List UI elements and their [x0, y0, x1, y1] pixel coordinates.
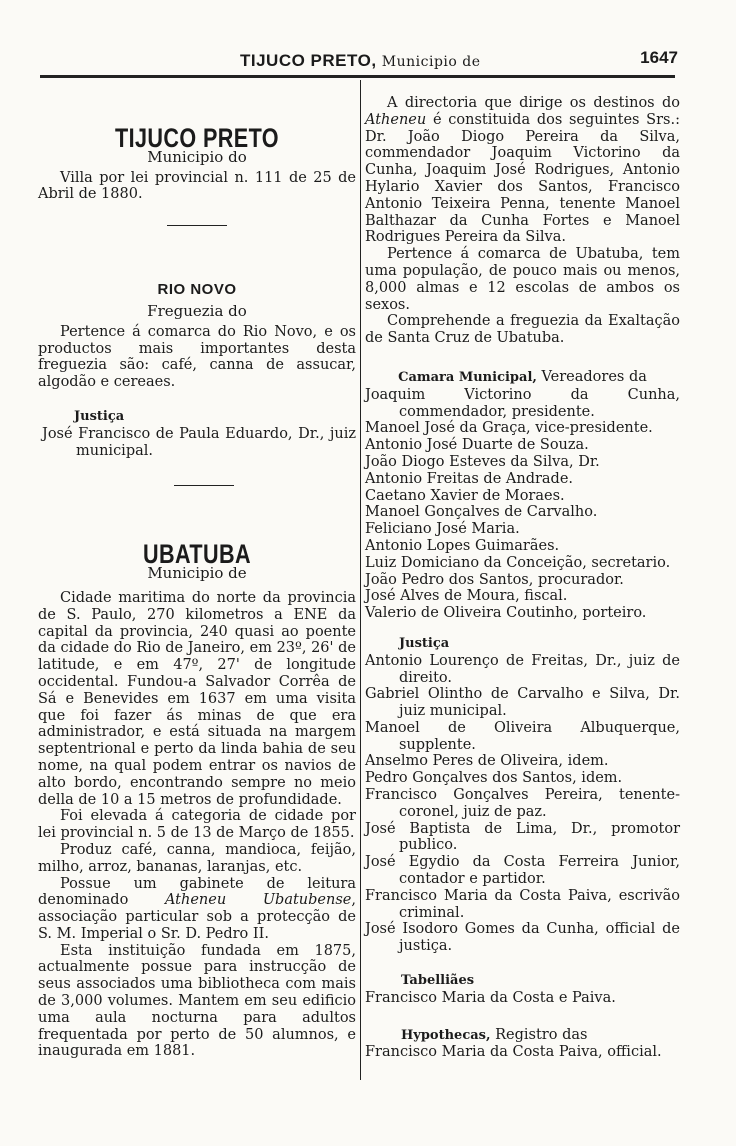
running-title-place: TIJUCO PRETO,: [240, 51, 377, 70]
list-item: Francisco Gonçalves Pereira, tenente-coronel, juiz de paz.: [365, 787, 680, 820]
ubatuba-para-4-italic: Atheneu Ubatubense: [164, 892, 352, 909]
tijuco-text: Villa por lei provincial n. 111 de 25 de Abril de 1880.: [38, 169, 356, 203]
justica-list: [365, 653, 680, 955]
running-title: [240, 51, 481, 71]
tijuco-subtitle: Municipio do: [147, 147, 247, 166]
ubatuba-para-4-pre: Possue um gabinete de leitura denominado: [38, 875, 356, 909]
rio-novo-text: Pertence á comarca do Rio Novo, e os productos mais importantes desta freguezia são: café, canna de assucar, algodão e cereaes.: [38, 323, 356, 391]
list-item: José Egydio da Costa Ferreira Junior, contador e partidor.: [365, 854, 680, 888]
page-number: 1647: [640, 48, 678, 67]
list-item: Manoel José da Graça, vice-presidente.: [365, 420, 653, 437]
header-rule: [40, 75, 675, 78]
list-item: João Pedro dos Santos, procurador.: [365, 571, 624, 588]
list-item: Antonio Lourenço de Freitas, Dr., juiz de direito.: [365, 652, 680, 686]
comarca-para: Pertence á comarca de Ubatuba, tem uma população, de pouco mais ou menos, 8,000 almas e 12 escolas de ambos os sexos.: [365, 246, 680, 313]
directoria-italic: Atheneu: [365, 111, 427, 128]
rio-novo-justica-label: Justiça: [74, 408, 125, 424]
right-column: [365, 95, 680, 1061]
hypothecas-rest: Registro das: [490, 1026, 588, 1043]
rio-novo-subtitle: Freguezia do: [147, 301, 247, 320]
tabelliaes-text: Francisco Maria da Costa e Paiva.: [365, 989, 616, 1006]
ubatuba-para-5: Esta instituição fundada em 1875, actualmente possue para instrucção de seus associados uma bibliotheca com mais de 3,000 volumes. Mantem em seu edificio uma aula nocturna para adultos frequentada por perto de 50 alumnos, e inaugurada em 1881.: [38, 942, 356, 1060]
list-item: Manoel Gonçalves de Carvalho.: [365, 504, 598, 521]
list-item: Joaquim Victorino da Cunha, commendador, presidente.: [365, 386, 680, 420]
running-title-rest: Municipio de: [381, 54, 481, 70]
list-item: Gabriel Olintho de Carvalho e Silva, Dr. juiz municipal.: [365, 686, 680, 720]
list-item: Antonio Lopes Guimarães.: [365, 537, 560, 554]
list-item: José Baptista de Lima, Dr., promotor publico.: [365, 820, 680, 854]
ubatuba-subtitle: Municipio de: [147, 564, 247, 583]
ubatuba-para-4-post: , associação particular sob a protecção de S. M. Imperial o Sr. D. Pedro II.: [38, 892, 356, 942]
rio-novo-title: RIO NOVO: [157, 281, 237, 299]
list-item: Anselmo Peres de Oliveira, idem.: [365, 753, 609, 770]
list-item: Antonio Freitas de Andrade.: [365, 470, 574, 487]
camara-list: [365, 387, 680, 622]
hypothecas-heading: [365, 1027, 680, 1045]
justica-label: Justiça: [399, 635, 450, 651]
list-item: Caetano Xavier de Moraes.: [365, 487, 565, 504]
left-column: [38, 80, 356, 1060]
ubatuba-title: UBATUBA: [143, 539, 251, 570]
list-item: Feliciano José Maria.: [365, 521, 520, 538]
directoria-pre: A directoria que dirige os destinos do: [387, 95, 680, 111]
list-item: Luiz Domiciano da Conceição, secretario.: [365, 554, 671, 571]
list-item: João Diogo Esteves da Silva, Dr.: [365, 453, 600, 470]
list-item: José Alves de Moura, fiscal.: [365, 588, 568, 605]
hypothecas-text: Francisco Maria da Costa Paiva, official.: [365, 1044, 662, 1061]
camara-heading: [365, 369, 680, 387]
freguezia-para: Comprehende a freguezia da Exaltação de Santa Cruz de Ubatuba.: [365, 313, 680, 347]
list-item: Valerio de Oliveira Coutinho, porteiro.: [365, 605, 647, 622]
hypothecas-label: Hypothecas,: [401, 1027, 491, 1043]
ubatuba-para-2: Foi elevada á categoria de cidade por lei provincial n. 5 de 13 de Março de 1855.: [38, 808, 356, 842]
list-item: José Isodoro Gomes da Cunha, official de justiça.: [365, 921, 680, 955]
ubatuba-para-4: [38, 876, 356, 943]
rio-novo-justica-text: José Francisco de Paula Eduardo, Dr., juiz municipal.: [42, 425, 356, 459]
list-item: Antonio José Duarte de Souza.: [365, 437, 589, 454]
directoria-post: é constituida dos seguintes Srs.: Dr. João Diogo Pereira da Silva, commendador Joaquim Victorino da Cunha, Joaquim José Rodrigues, Antonio Hylario Xavier dos Santos, Francisco Antonio Teixeira Penna, tenente Manoel Balthazar da Cunha Fortes e Manoel Rodrigues Pereira da Silva.: [365, 111, 680, 246]
camara-rest: Vereadores da: [536, 368, 647, 385]
ubatuba-para-3: Produz café, canna, mandioca, feijão, milho, arroz, bananas, laranjas, etc.: [38, 841, 356, 875]
list-item: Francisco Maria da Costa Paiva, escrivão criminal.: [365, 887, 680, 921]
list-item: Pedro Gonçalves dos Santos, idem.: [365, 770, 623, 787]
camara-label: Camara Municipal,: [398, 369, 537, 385]
directoria-para: [365, 95, 680, 246]
tijuco-title: TIJUCO PRETO: [114, 123, 280, 153]
list-item: Manoel de Oliveira Albuquerque, supplente.: [365, 719, 680, 753]
tabelliaes-label: Tabelliães: [401, 973, 475, 989]
page-header: [40, 48, 680, 72]
column-divider: [360, 80, 361, 1080]
ubatuba-para-1: Cidade maritima do norte da provincia de S. Paulo, 270 kilometros a ENE da capital da provincia, 240 quasi ao poente da cidade do Rio de Janeiro, em 23º, 26' de latitude, e em 47º, 27' de longitude occidental. Fundou-a Salvador Corrêa de Sá e Benevides em 1637 em uma visita que foi fazer ás minas de que era administrador, e está situada na margem septentrional e perto da linda bahia de seu nome, na qual podem entrar os navios de alto bordo, encontrando sempre no meio della de 10 a 15 metros de profundidade.: [38, 589, 356, 808]
